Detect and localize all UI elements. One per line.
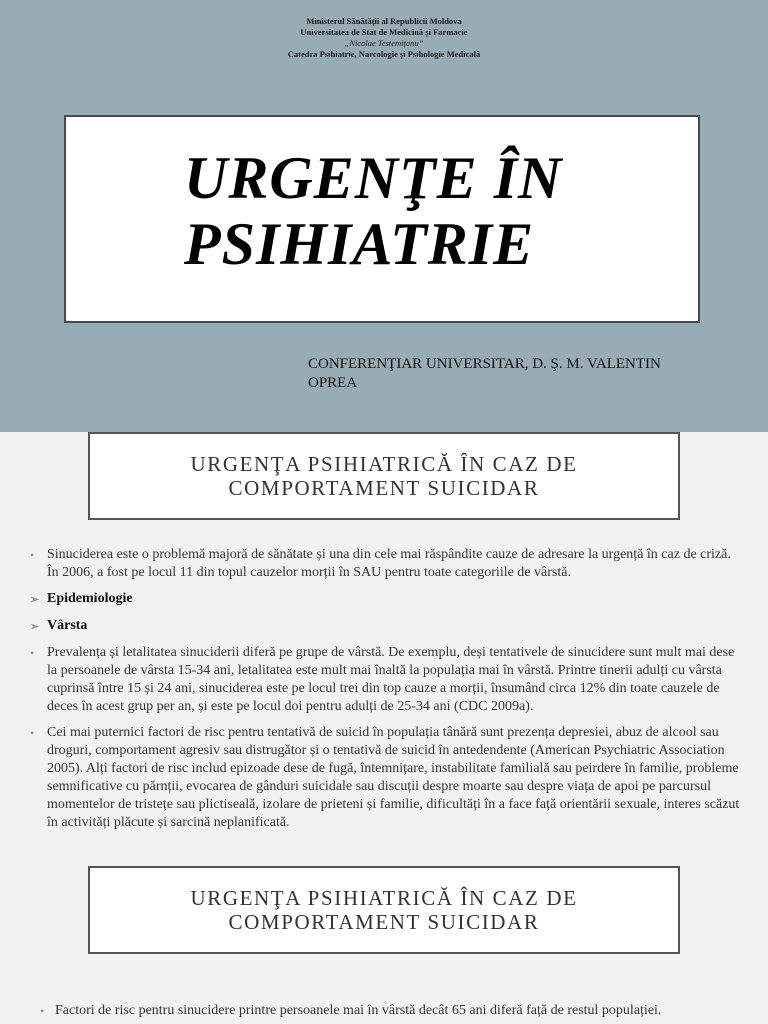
bullet-text: Sinuciderea este o problemă majoră de sănătate și una din cele mai răspândite cauze de adresare la urgență în caz de criză. În 2006, a fost pe locul 11 din topul cauzelor morții în SAU pentru toate categoriile de vârstă. <box>47 547 731 580</box>
bullet-dot-icon: • <box>30 646 35 660</box>
slide3-heading-box <box>88 866 680 954</box>
bullet-item-epidemiology <box>30 590 742 608</box>
bullet-text: Epidemiologie <box>47 591 133 606</box>
arrow-bullet-icon: ➢ <box>30 594 40 606</box>
bullet-item-age <box>30 617 742 635</box>
slide2-heading-box <box>88 432 680 520</box>
author-line-1: CONFERENŢIAR UNIVERSITAR, D. Ş. M. VALENTIN <box>308 356 661 372</box>
bullet-dot-icon: • <box>30 726 35 740</box>
bullet-dot-icon: • <box>30 548 35 562</box>
title-line-1: URGENŢE ÎN <box>184 145 563 211</box>
title-line-2: PSIHIATRIE <box>184 211 535 277</box>
author-subtitle <box>308 355 708 393</box>
slide3-heading-line-2: COMPORTAMENT SUICIDAR <box>228 910 540 934</box>
bullet-item <box>30 724 742 832</box>
slide2-content <box>30 546 742 840</box>
arrow-bullet-icon: ➢ <box>30 621 40 633</box>
bullet-text: Prevalența și letalitatea sinuciderii diferă pe grupe de vârstă. De exemplu, deși tentativele de sinucidere sunt mult mai dese la persoanele de vârsta 15-34 ani, letalitatea este mult mai înaltă la populația mai în vârstă. Printre tinerii adulți cu vârsta cuprinsă între 15 și 24 ani, sinuciderea este pe locul trei din top cauze a morții, însumând circa 12% din toate cauzele de deces în acest grup per an, și este pe locul doi pentru adulți de 25-34 ani (CDC 2009a). <box>47 645 735 714</box>
slide3-bullet-item <box>40 1002 755 1020</box>
ministry-line: Ministerul Sănătății al Republicii Moldova <box>306 16 462 26</box>
university-line: Universitatea de Stat de Medicină și Farmacie <box>300 27 468 37</box>
bullet-text: Vârsta <box>47 618 88 633</box>
slide2-heading-line-2: COMPORTAMENT SUICIDAR <box>228 476 540 500</box>
department-line: Catedra Psihiatrie, Narcologie și Psihologie Medicală <box>287 49 481 59</box>
title-slide <box>0 0 768 432</box>
bullet-text: Factori de risc pentru sinucidere printre persoanele mai în vârstă decât 65 ani diferă față de restul populației. <box>55 1003 662 1018</box>
title-box <box>64 115 700 323</box>
slide3-heading-line-1: URGENŢA PSIHIATRICĂ ÎN CAZ DE <box>190 886 578 910</box>
institution-header <box>0 16 768 60</box>
slide2-heading-line-1: URGENŢA PSIHIATRICĂ ÎN CAZ DE <box>190 452 578 476</box>
bullet-item <box>30 644 742 716</box>
presentation-title <box>184 145 684 277</box>
author-line-2: OPREA <box>308 375 358 391</box>
university-name-line: „Nicolae Testemițanu” <box>344 38 424 48</box>
bullet-item <box>30 546 742 582</box>
bullet-text: Cei mai puternici factori de risc pentru tentativă de suicid în populația tânără sunt prezența depresiei, abuz de alcool sau droguri, comportament agresiv sau distrugător și o tentativă de suicid în antedendente (American Psychiatric Association 2005). Alți factori de risc includ epizoade dese de fugă, întemnițare, instabilitate familială sau peirdere în familie, probleme semnificative cu părnții, evocarea de gânduri suicidale sau discuții despre moarte sau despre viața de apoi pe parcursul momentelor de tristețe sau plictiseală, izolare de prieteni și familie, dificultăți în a face față orientării sexuale, interes scăzut în activități plăcute și sarcină neplanificată. <box>47 725 740 830</box>
bullet-dot-icon: • <box>40 1004 45 1018</box>
